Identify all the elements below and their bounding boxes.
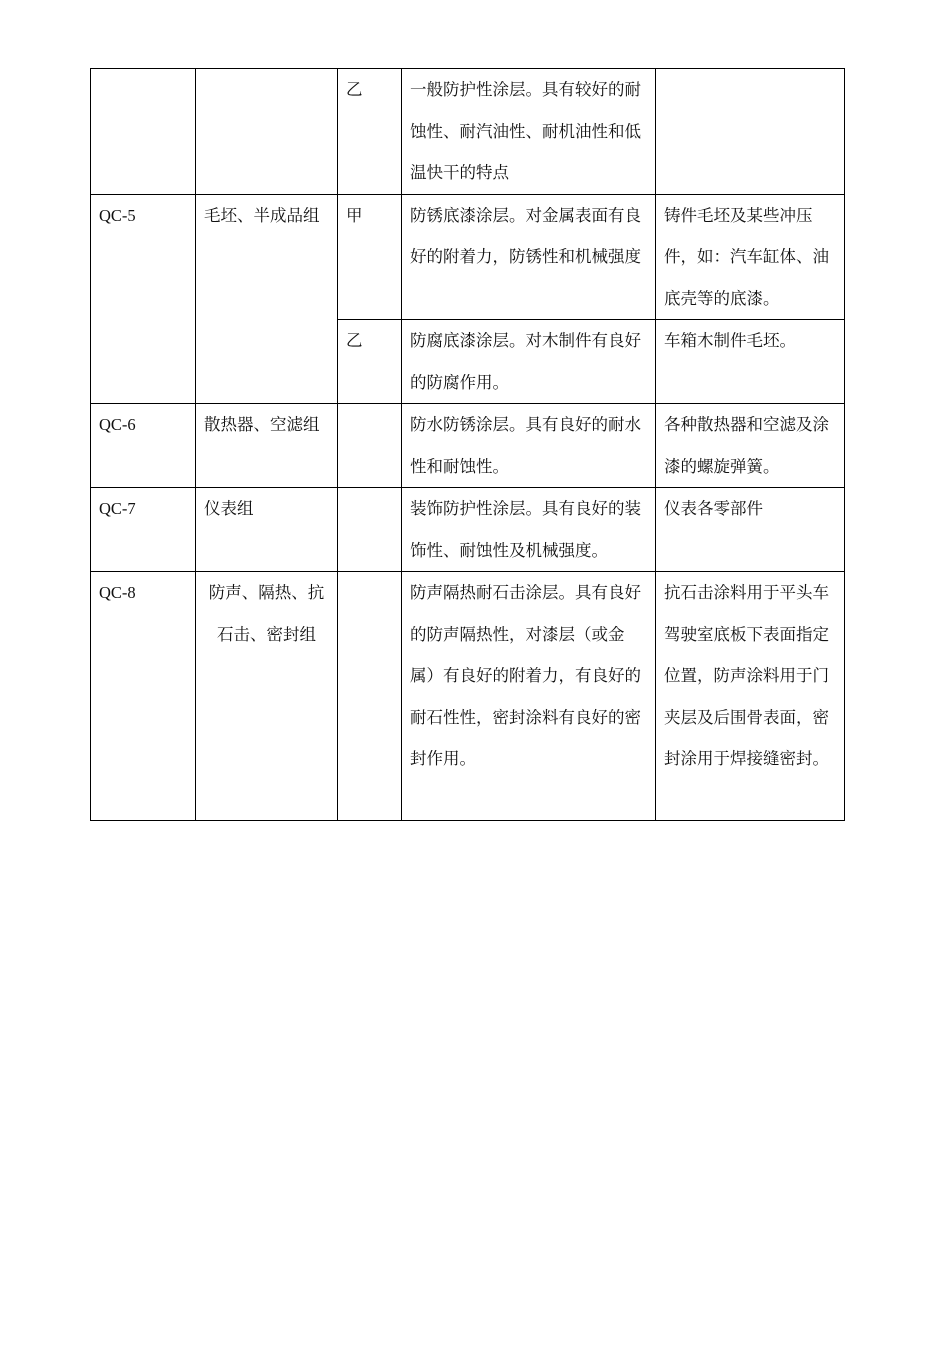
- grade-cell: [338, 572, 402, 821]
- description-cell: 防腐底漆涂层。对木制件有良好的防腐作用。: [402, 320, 656, 404]
- application-cell: 铸件毛坯及某些冲压件，如：汽车缸体、油底壳等的底漆。: [656, 194, 845, 320]
- group-cell: 毛坯、半成品组: [196, 194, 338, 404]
- code-cell: QC-7: [91, 488, 196, 572]
- group-cell: 仪表组: [196, 488, 338, 572]
- group-cell: 防声、隔热、抗石击、密封组: [196, 572, 338, 821]
- table-row: [91, 69, 845, 195]
- grade-cell: 乙: [338, 320, 402, 404]
- code-cell: QC-6: [91, 404, 196, 488]
- table-row: [91, 572, 845, 821]
- description-cell: 一般防护性涂层。具有较好的耐蚀性、耐汽油性、耐机油性和低温快干的特点: [402, 69, 656, 195]
- grade-cell: [338, 488, 402, 572]
- grade-cell: [338, 404, 402, 488]
- table-row: [91, 404, 845, 488]
- table-row: [91, 488, 845, 572]
- description-cell: 防锈底漆涂层。对金属表面有良好的附着力，防锈性和机械强度: [402, 194, 656, 320]
- application-cell: 各种散热器和空滤及涂漆的螺旋弹簧。: [656, 404, 845, 488]
- group-cell: 散热器、空滤组: [196, 404, 338, 488]
- code-cell: QC-8: [91, 572, 196, 821]
- grade-cell: 甲: [338, 194, 402, 320]
- coating-spec-table: [90, 68, 845, 821]
- description-cell: 防水防锈涂层。具有良好的耐水性和耐蚀性。: [402, 404, 656, 488]
- application-cell: 车箱木制件毛坯。: [656, 320, 845, 404]
- code-cell: QC-5: [91, 194, 196, 404]
- application-cell: [656, 69, 845, 195]
- description-cell: 装饰防护性涂层。具有良好的装饰性、耐蚀性及机械强度。: [402, 488, 656, 572]
- description-cell: 防声隔热耐石击涂层。具有良好的防声隔热性，对漆层（或金属）有良好的附着力，有良好的耐石性性，密封涂料有良好的密封作用。: [402, 572, 656, 821]
- group-cell: [196, 69, 338, 195]
- application-cell: 抗石击涂料用于平头车驾驶室底板下表面指定位置，防声涂料用于门夹层及后围骨表面，密封涂用于焊接缝密封。: [656, 572, 845, 821]
- application-cell: 仪表各零部件: [656, 488, 845, 572]
- table-row: [91, 194, 845, 320]
- grade-cell: 乙: [338, 69, 402, 195]
- code-cell: [91, 69, 196, 195]
